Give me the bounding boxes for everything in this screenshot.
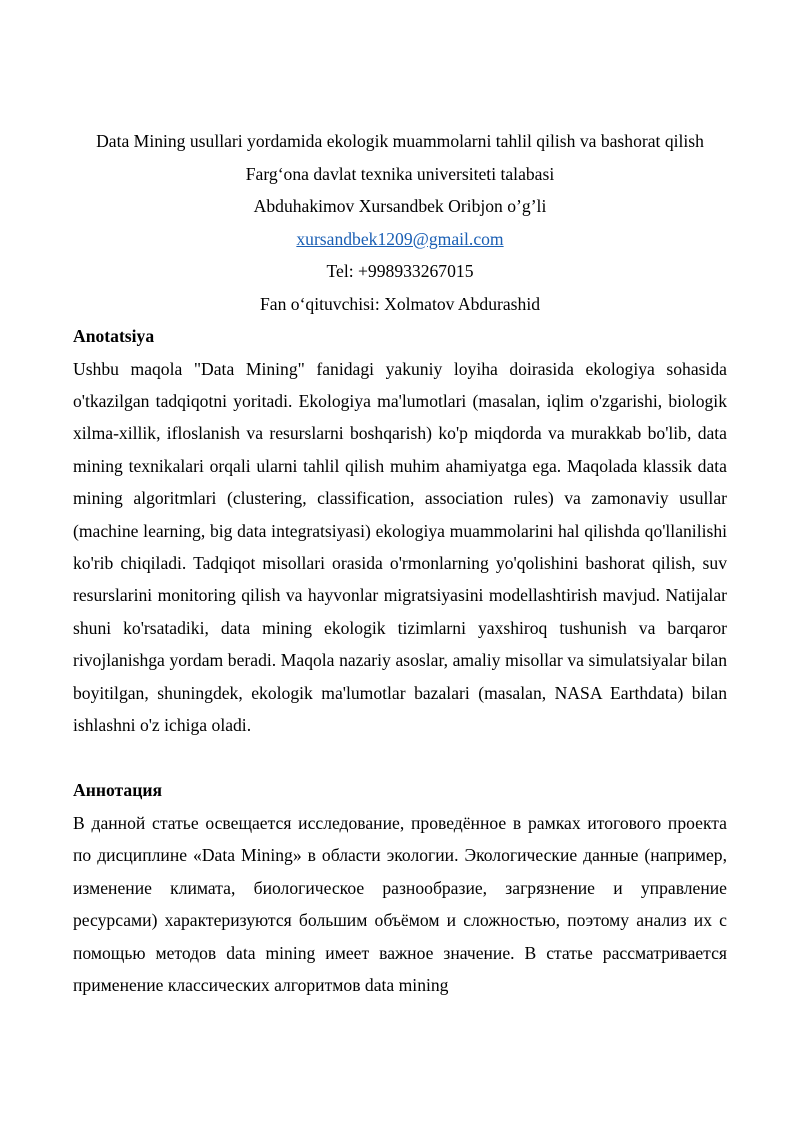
author-name: Abduhakimov Xursandbek Oribjon o’g’li [253,196,547,216]
author-email-line [73,223,727,256]
abstract-uz-heading: Anotatsiya [73,326,155,346]
supervisor-name: Fan o‘qituvchisi: Xolmatov Abdurashid [259,293,540,314]
section-spacer [73,741,727,774]
author-email-link[interactable]: xursandbek1209@gmail.com [296,228,504,249]
article-title: Data Mining usullari yordamida ekologik muammolarni tahlil qilish va bashorat qilish [96,131,704,151]
abstract-ru-text: В данной статье освещается исследование, проведённое в рамках итогового проекта по дисциплине «Data Mining» в области экологии. Экологические данные (например, изменение климата, биологическое разнообразие, загрязнение и управление ресурсами) характеризуются большим объёмом и сложностью, поэтому анализ их с помощью методов data mining имеет важное значение. В статье рассматривается применение классических алгоритмов data mining [73,812,727,995]
abstract-ru-heading: Аннотация [73,780,162,801]
author-phone: Tel: +998933267015 [326,261,474,281]
author-affiliation: Farg‘ona davlat texnika universiteti talabasi [245,163,555,184]
abstract-uz-text: Ushbu maqola "Data Mining" fanidagi yakuniy loyiha doirasida ekologiya sohasida o'tkazilgan tadqiqotni yoritadi. Ekologiya ma'lumotlari (masalan, iqlim o'zgarishi, biologik xilma-xillik, ifloslanish va resurslarni boshqarish) ko'p miqdorda va murakkab bo'lib, data mining texnikalari orqali ularni tahlil qilish muhim ahamiyatga ega. Maqolada klassik data mining algoritmlari (clustering, classification, association rules) va zamonaviy usullar (machine learning, big data integratsiyasi) ekologiya muammolarini hal qilishda qo'llanilishi ko'rib chiqiladi. Tadqiqot misollari orasida o'rmonlarning yo'qolishini bashorat qilish, suv resurslarini monitoring qilish va hayvonlar migratsiyasini modellashtirish mavjud. Natijalar shuni ko'rsatadiki, data mining ekologik tizimlarni yaxshiroq tushunish va barqaror rivojlanishga yordam beradi. Maqola nazariy asoslar, amaliy misollar va simulatsiyalar bilan boyitilgan, shuningdek, ekologik ma'lumotlar bazalari (masalan, NASA Earthdata) bilan ishlashni o'z ichiga oladi. [73,358,727,735]
document-page [73,125,727,1001]
